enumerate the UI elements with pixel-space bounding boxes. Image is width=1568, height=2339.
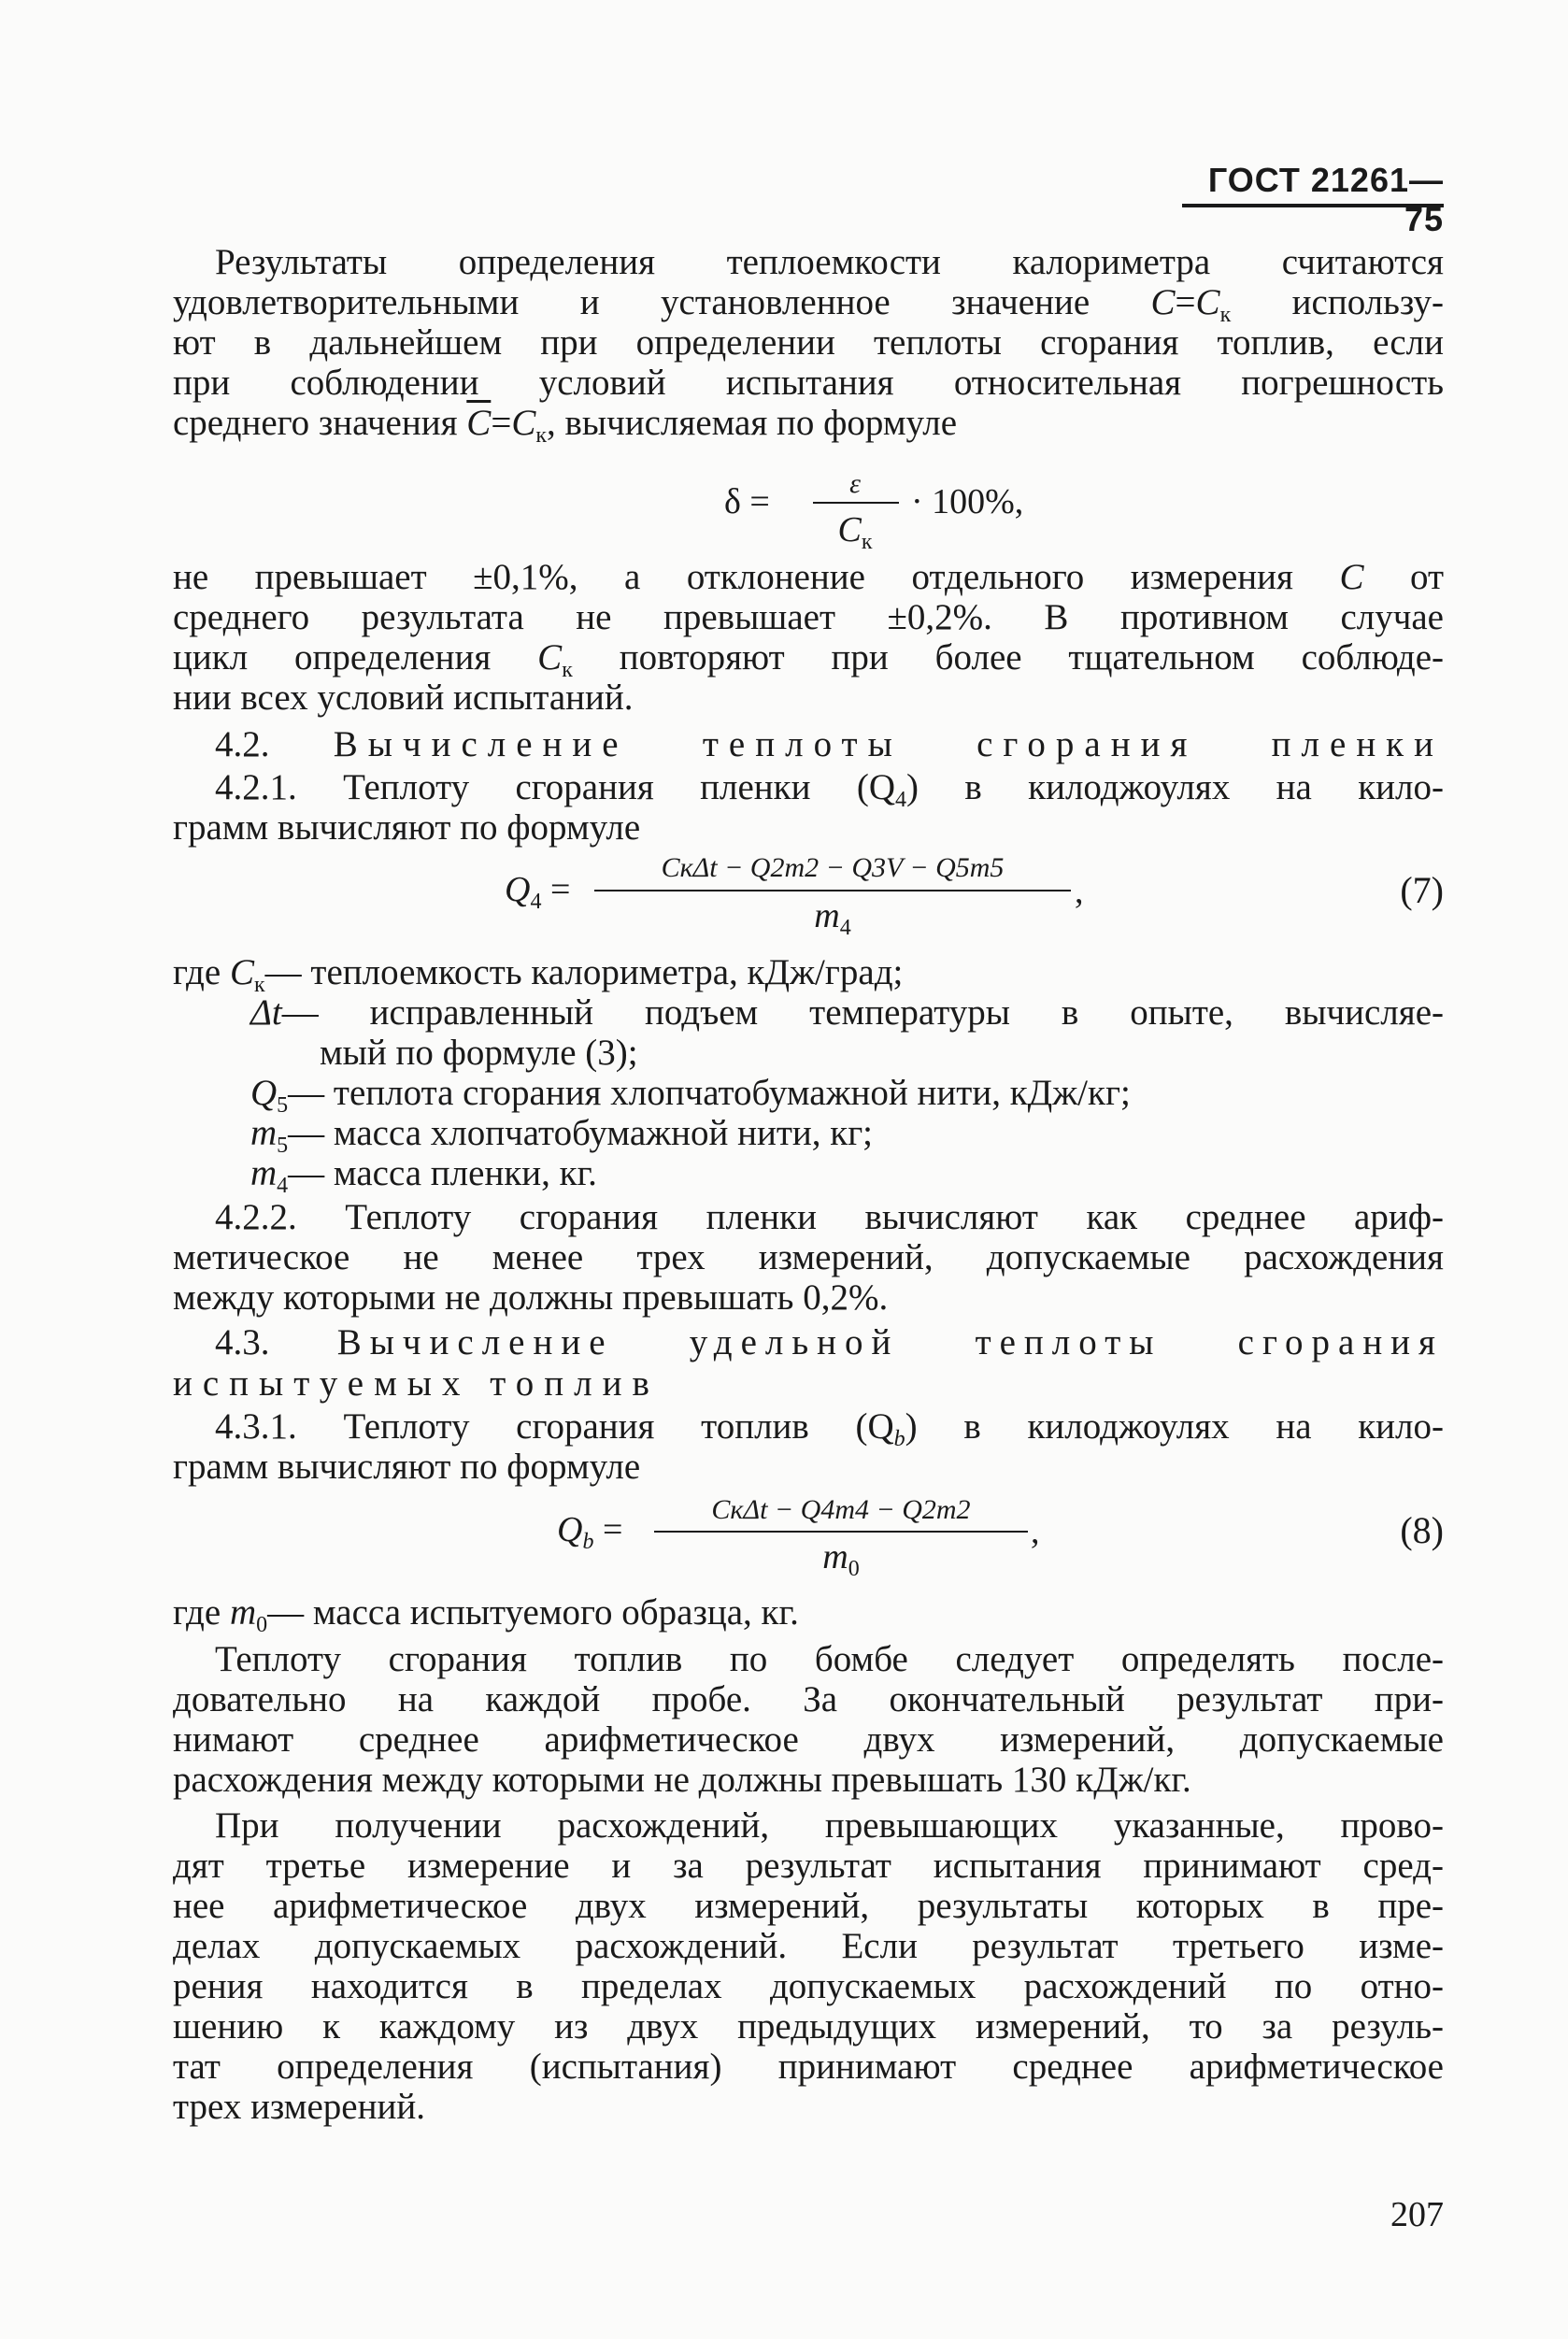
para3-line1: Теплоту сгорания топлив по бомбе следует определять после- (215, 1639, 1444, 1679)
formula-7-number: (7) (1400, 869, 1444, 911)
formula-7-comma: , (1075, 872, 1084, 911)
where8-item-m0: где $m_0—$ масса испытуемого образца, кг. (173, 1592, 799, 1637)
section-4-3-heading: 4.3. Вычисление удельной теплоты сгорания (215, 1322, 1444, 1362)
formula-delta-rhs: · 100%, (911, 482, 1024, 521)
standard-code: ГОСТ 21261—75 (1207, 161, 1444, 238)
section-4-3-heading-cont: испытуемых топлив (173, 1363, 660, 1404)
para-4-2-2-line3: между которыми не должны превышать 0,2%. (173, 1277, 889, 1318)
para-4-2-2-line2: метическое не менее трех измерений, допускаемые расхождения (173, 1237, 1444, 1277)
para2-line2: среднего результата не превышает ±0,2%. В противном случае (173, 597, 1444, 637)
para4-line6: шению к каждому из двух предыдущих измерений, то за резуль- (173, 2006, 1444, 2047)
where7-item-m4: $m_4—$ масса пленки, кг. (250, 1153, 597, 1198)
formula-8-comma: , (1031, 1512, 1040, 1551)
header-rule (1182, 204, 1444, 207)
para4-line3: нее арифметическое двух измерений, результаты которых в пре- (173, 1886, 1444, 1926)
para3-line2: довательно на каждой пробе. За окончательный результат при- (173, 1679, 1444, 1719)
page-number: 207 (1390, 2195, 1444, 2234)
para4-line7: тат определения (испытания) принимают среднее арифметическое (173, 2047, 1444, 2087)
para-4-2-1-line1: 4.2.1. Теплоту сгорания пленки $(Q_4)$ в килоджоулях на кило- (215, 767, 1444, 812)
para-4-2-1-line2: грамм вычисляют по формуле (173, 807, 641, 848)
para3-line3: нимают среднее арифметическое двух измерений, допускаемые (173, 1719, 1444, 1760)
formula-7-numerator: CкΔt − Q2m2 − Q3V − Q5m5 (661, 852, 1005, 883)
formula-8-lhs: $Q_b$ = (557, 1510, 623, 1554)
para1-line4: при соблюдении условий испытания относительная погрешность (173, 363, 1444, 403)
formula-8-fraction-bar (654, 1531, 1028, 1533)
para-4-3-1-line1: 4.3.1. Теплоту сгорания топлив $(Q_b)$ в килоджоулях на кило- (215, 1406, 1444, 1451)
formula-8-denominator: $m_0$ (822, 1537, 860, 1581)
formula-7-lhs: $Q_4$ = (505, 870, 571, 914)
para4-line2: дят третье измерение и за результат испытания принимают сред- (173, 1846, 1444, 1886)
para2-line3: цикл определения $C_к$ повторяют при более тщательном соблюде- (173, 637, 1445, 682)
where7-item-dt-cont: мый по формуле (3); (320, 1033, 638, 1073)
para2-line4: нии всех условий испытаний. (173, 677, 634, 718)
formula-delta-numerator: ε (849, 468, 861, 499)
para4-line1: При получении расхождений, превышающих указанные, прово- (215, 1805, 1444, 1846)
para1-line5: среднего значения $\overline{C}=C_к$, вычисляемая по формуле (173, 403, 958, 448)
where7-item-ck: где $C_к—$ теплоемкость калориметра, кДж/град; (173, 952, 904, 997)
para-4-3-1-line2: грамм вычисляют по формуле (173, 1447, 641, 1487)
para-4-2-2-line1: 4.2.2. Теплоту сгорания пленки вычисляют как среднее ариф- (215, 1197, 1444, 1237)
para2-line1: не превышает ±0,1%, а отклонение отдельного измерения C от (173, 557, 1444, 597)
formula-8-number: (8) (1400, 1509, 1444, 1551)
para4-line5: рения находится в пределах допускаемых расхождений по отно- (173, 1966, 1444, 2006)
formula-7-fraction-bar (594, 890, 1071, 891)
para3-line4: расхождения между которыми не должны превышать 130 кДж/кг. (173, 1760, 1191, 1800)
where7-item-dt: Δt— исправленный подъем температуры в опыте, вычисляе- (250, 992, 1444, 1033)
para1-line2: удовлетворительными и установленное значение $C=C_к$ использу- (173, 282, 1445, 327)
formula-delta-fraction-bar (813, 502, 899, 504)
formula-7-denominator: $m_4$ (814, 896, 851, 940)
where7-item-q5: $Q_5—$ теплота сгорания хлопчатобумажной нити, кДж/кг; (250, 1073, 1131, 1118)
formula-delta-denominator: $C_к$ (837, 510, 873, 554)
formula-8-numerator: CкΔt − Q4m4 − Q2m2 (711, 1494, 971, 1525)
para4-line4: делах допускаемых расхождений. Если результат третьего изме- (173, 1926, 1444, 1966)
para1-line1: Результаты определения теплоемкости калориметра считаются (215, 242, 1444, 282)
section-4-2-heading: 4.2. Вычисление теплоты сгорания пленки (215, 724, 1445, 764)
formula-delta-lhs: δ = (724, 482, 770, 521)
para4-line8: трех измерений. (173, 2087, 425, 2127)
where7-item-m5: $m_5—$ масса хлопчатобумажной нити, кг; (250, 1113, 874, 1158)
para1-line3: ют в дальнейшем при определении теплоты сгорания топлив, если (173, 322, 1444, 363)
